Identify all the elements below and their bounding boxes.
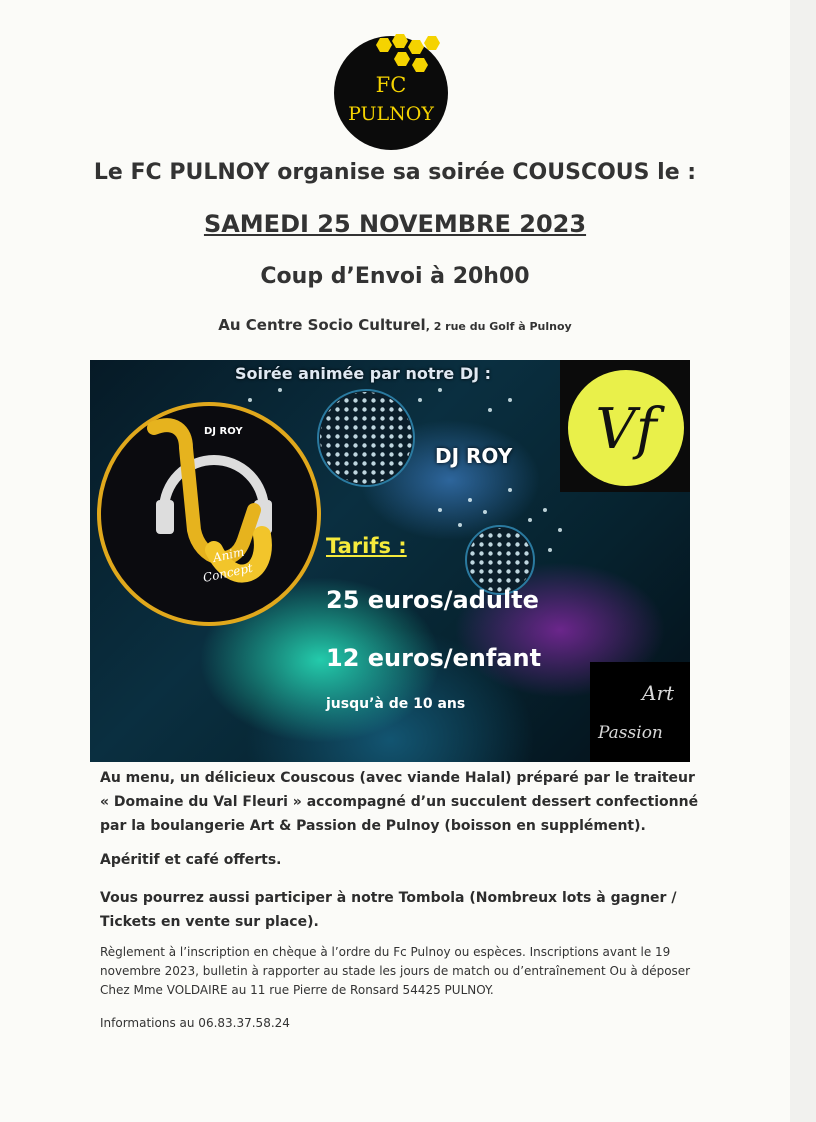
dj-intro: Soirée animée par notre DJ :	[235, 364, 492, 383]
price-child: 12 euros/enfant	[326, 644, 542, 672]
anim-logo-concept: Concept	[201, 560, 254, 585]
logo-text-pulnoy: PULNOY	[348, 103, 434, 125]
contact-info: Informations au 06.83.37.58.24	[100, 1016, 290, 1030]
headline-organise: Le FC PULNOY organise sa soirée COUSCOUS le :	[93, 160, 697, 185]
payment-instructions: Règlement à l’inscription en chèque à l’ordre du Fc Pulnoy ou espèces. Inscriptions avant le 19 novembre 2023, bulletin à rapporter au stade les jours de match ou d’entraînement Ou à déposer Chez Mme VOLDAIRE au 11 rue Pierre de Ronsard 54425 PULNOY.	[100, 945, 691, 997]
venue	[0, 316, 790, 334]
venue-address: , 2 rue du Golf à Pulnoy	[425, 320, 572, 333]
event-banner	[90, 360, 690, 762]
art-passion-logo-box	[590, 662, 690, 762]
anim-logo-djroy: DJ ROY	[204, 426, 243, 437]
art-passion-logo	[590, 662, 690, 762]
age-note: jusqu’à de 10 ans	[326, 696, 466, 712]
fc-pulnoy-logo	[330, 30, 452, 152]
vf-logo-text: Vf	[595, 397, 657, 462]
menu-description: Au menu, un délicieux Couscous (avec viande Halal) préparé par le traiteur « Domaine du Val Fleuri » accompagné d’un succulent dessert confectionné par la boulangerie Art & Passion de Pulnoy (boisson en supplément).	[100, 770, 699, 834]
dj-name: DJ ROY	[435, 444, 513, 468]
kickoff-time: Coup d’Envoi à 20h00	[260, 264, 530, 289]
logo-text-fc: FC	[375, 73, 407, 97]
offer-text: Apéritif et café offerts.	[100, 852, 282, 868]
anim-concept-logo	[94, 400, 324, 628]
page-edge	[790, 0, 816, 1122]
art-logo-line2: Passion	[598, 723, 663, 743]
vf-logo-box	[560, 360, 690, 492]
price-adult: 25 euros/adulte	[326, 586, 539, 614]
art-logo-line1: Art	[642, 681, 675, 705]
vf-logo	[560, 360, 690, 492]
anim-logo-anim: Anim	[211, 544, 246, 565]
venue-name: Au Centre Socio Culturel	[218, 316, 426, 334]
tombola-text: Vous pourrez aussi participer à notre Tombola (Nombreux lots à gagner / Tickets en vente sur place).	[100, 890, 677, 930]
event-date: SAMEDI 25 NOVEMBRE 2023	[203, 210, 587, 238]
tarifs-label: Tarifs :	[326, 534, 407, 558]
